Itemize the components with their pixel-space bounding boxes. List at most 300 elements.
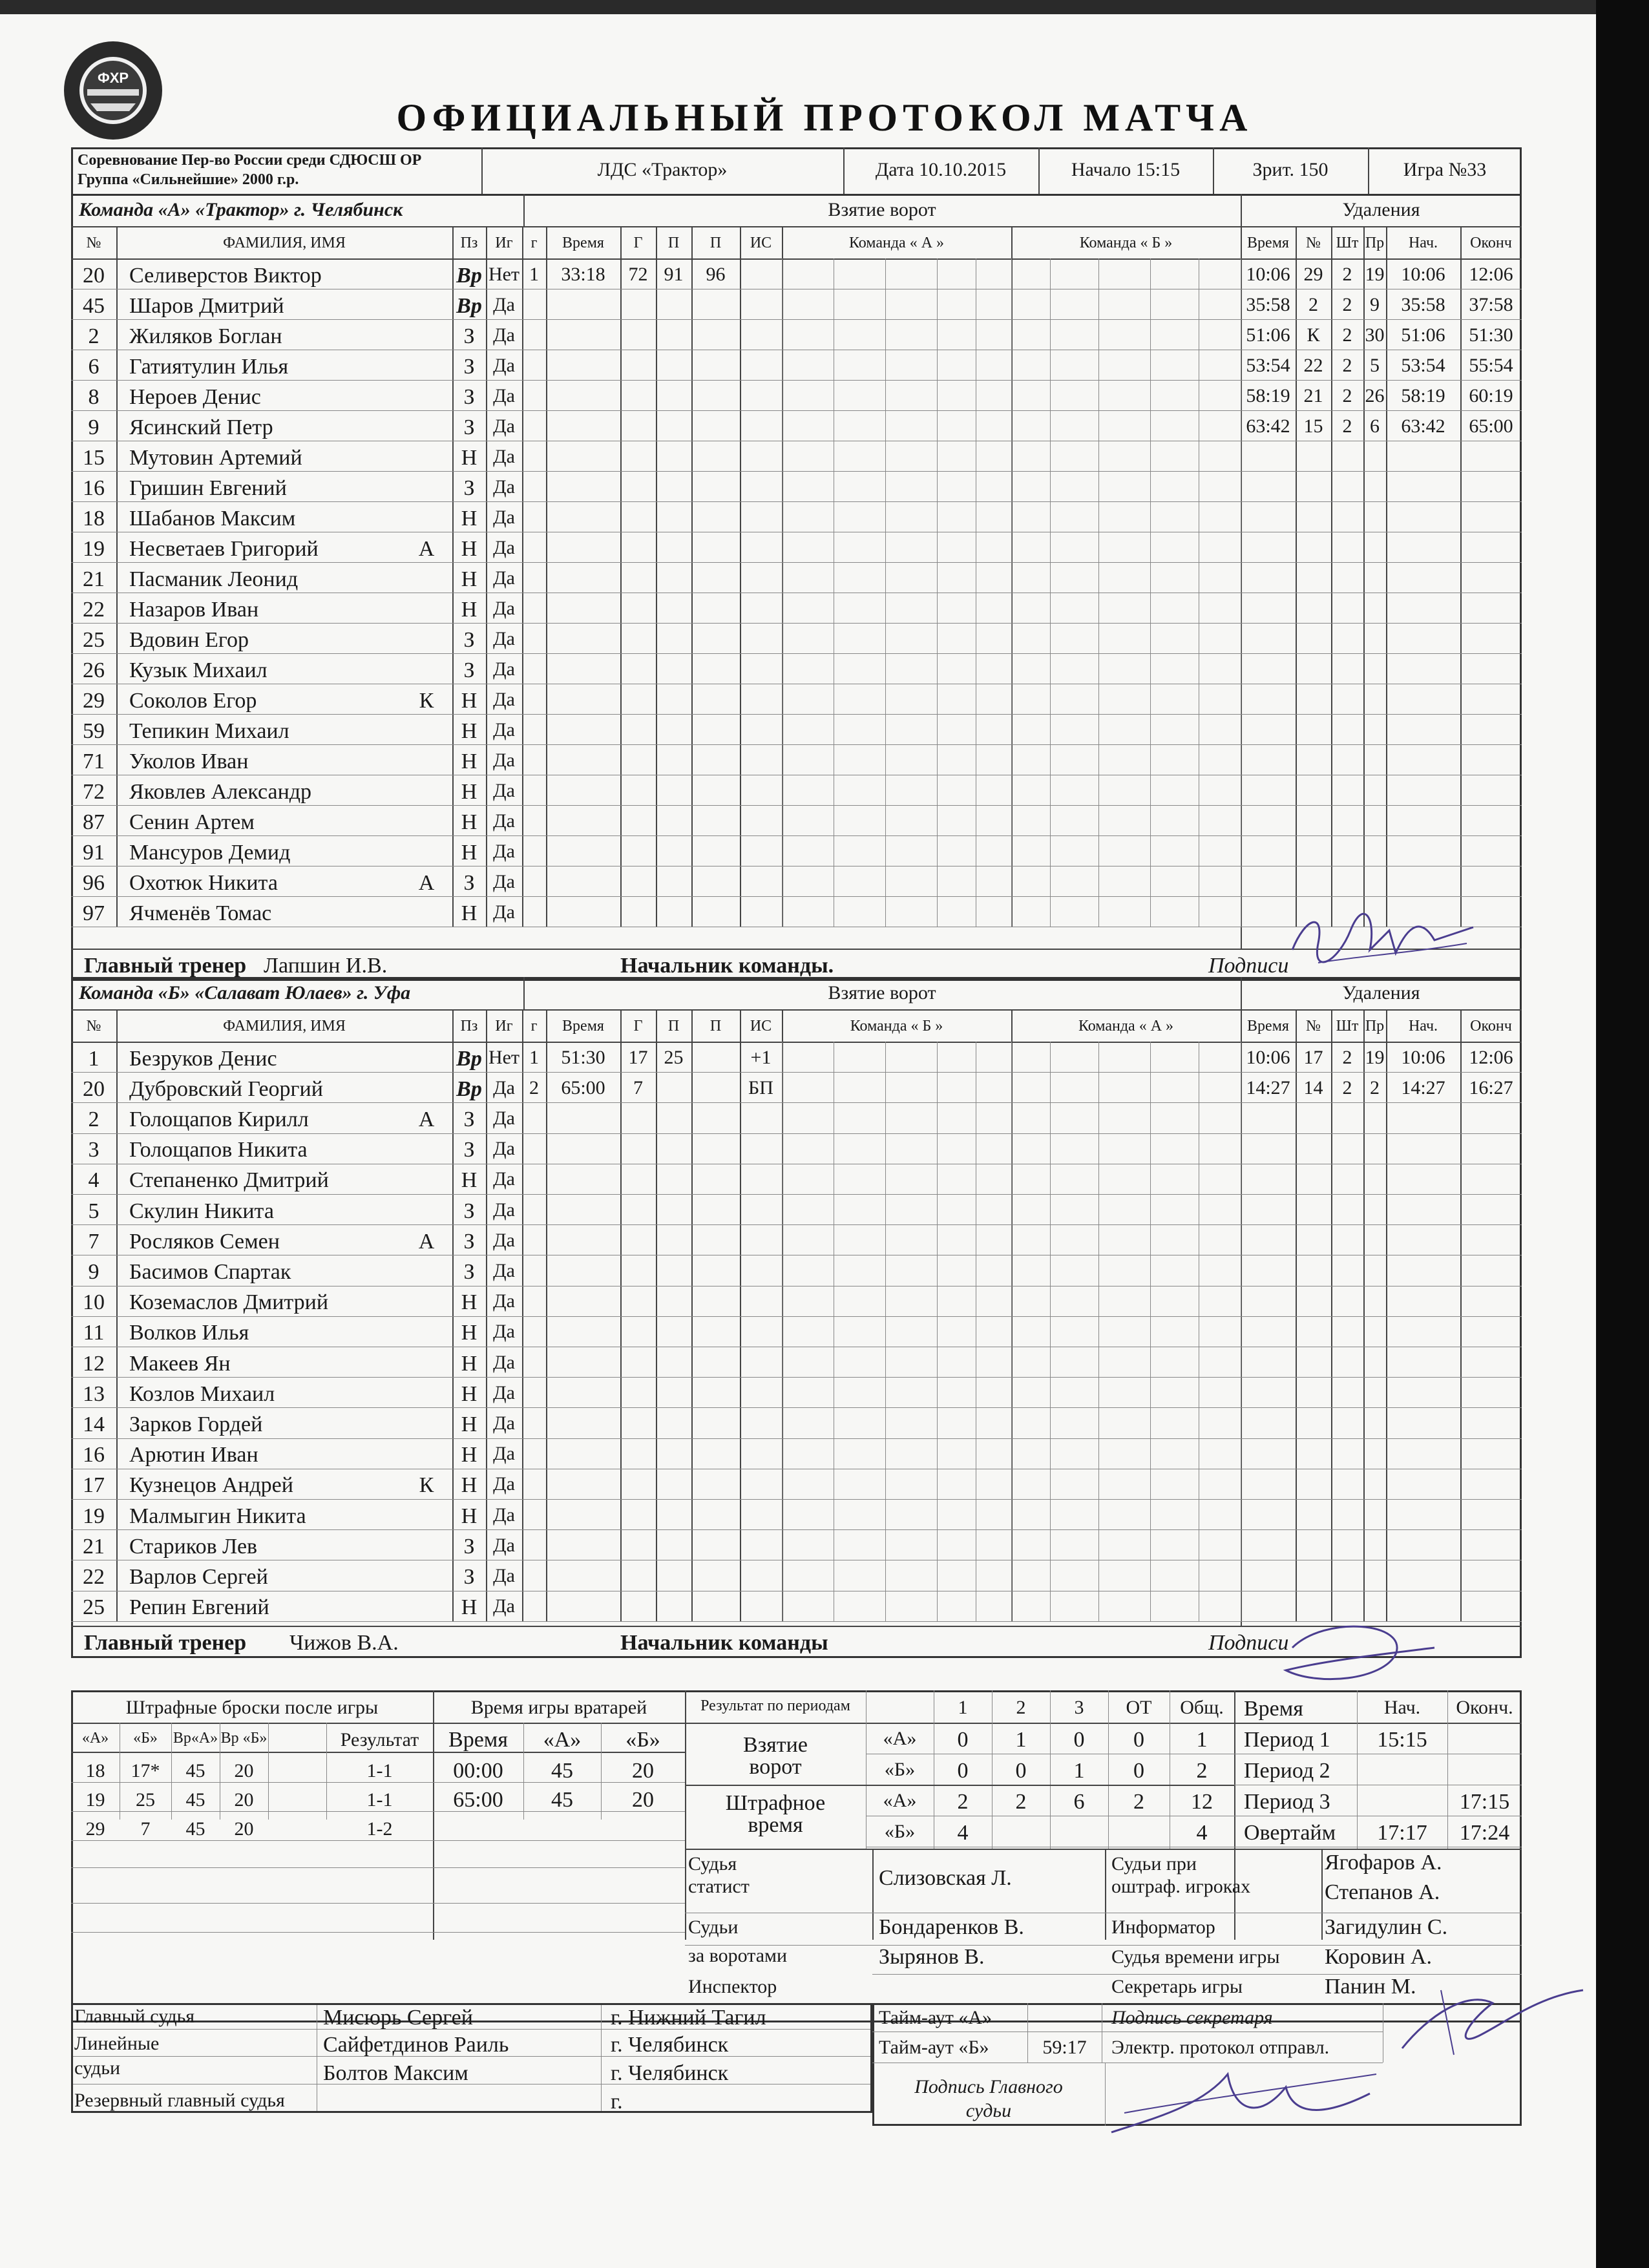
main-referee-signature-label: судьи <box>965 2100 1012 2121</box>
player-position: З <box>463 476 475 500</box>
period-team: «Б» <box>884 1759 916 1780</box>
period-col-header: 2 <box>1016 1697 1026 1718</box>
player-number: 8 <box>88 384 100 409</box>
player-position: Н <box>461 445 478 470</box>
player-name: Варлов Сергей <box>129 1565 268 1589</box>
penalty-end: 51:30 <box>1469 324 1513 346</box>
period-value: 0 <box>1133 1728 1144 1752</box>
period-value: 2 <box>1015 1790 1027 1814</box>
shootout-cell: 18 <box>85 1760 105 1781</box>
scan-edge-top <box>0 0 1649 14</box>
rule-h <box>71 1042 1522 1043</box>
player-name: Охотюк Никита <box>129 870 278 895</box>
column-header: ИС <box>750 235 772 251</box>
main-referee-label: Главный судья <box>74 2006 195 2027</box>
player-played: Да <box>493 1412 515 1434</box>
player-position: З <box>463 1534 475 1559</box>
head-coach-name: Лапшин И.В. <box>264 954 388 978</box>
shootout-cell: 45 <box>185 1789 205 1811</box>
player-number: 2 <box>88 324 100 348</box>
penalty-end: 12:06 <box>1469 263 1513 285</box>
player-played: Да <box>493 536 515 558</box>
penalty-start: 51:06 <box>1401 324 1445 346</box>
shootout-header: «А» <box>81 1730 109 1747</box>
penalties-header: Удаления <box>1342 199 1420 220</box>
penalties-header: Удаления <box>1342 982 1420 1003</box>
rule-v <box>740 226 741 927</box>
penalty-end: 60:19 <box>1469 384 1513 406</box>
signatures-label: Подписи <box>1208 954 1289 978</box>
player-name: Жиляков Боглан <box>129 324 282 348</box>
period-name: Овертайм <box>1244 1821 1336 1845</box>
column-header: Пр <box>1365 235 1385 251</box>
player-position: Вр <box>456 1076 482 1101</box>
penalty-box-label: оштраф. игроках <box>1111 1876 1251 1897</box>
player-number: 97 <box>83 901 105 925</box>
rule-h <box>71 380 1522 381</box>
penalty-box-judge: Ягофаров А. <box>1325 1851 1442 1874</box>
goal-scorer: 72 <box>628 263 648 285</box>
player-number: 16 <box>83 476 105 500</box>
player-played: Нет <box>488 263 520 285</box>
player-played: Да <box>493 1473 515 1495</box>
player-played: Да <box>493 1321 515 1343</box>
goal-judge: Зырянов В. <box>879 1945 985 1969</box>
player-name: Сенин Артем <box>129 810 255 834</box>
spectators: Зрит. 150 <box>1252 159 1329 180</box>
head-coach-label: Главный тренер <box>84 1631 247 1655</box>
goalie-time-cell: 00:00 <box>453 1759 503 1783</box>
column-header: № <box>1306 235 1321 251</box>
player-number: 16 <box>83 1443 105 1467</box>
judge-stat-label: статист <box>688 1876 750 1897</box>
rule-v <box>656 226 657 927</box>
game-number: Игра №33 <box>1403 159 1487 180</box>
player-played: Да <box>493 384 515 406</box>
player-number: 7 <box>88 1229 100 1254</box>
rule-h <box>71 805 1522 806</box>
column-header: № <box>1306 1018 1321 1034</box>
period-start: 17:17 <box>1377 1821 1427 1845</box>
player-position: Н <box>461 536 478 561</box>
player-name: Малмыгин Никита <box>129 1504 306 1528</box>
penalty-start: 63:42 <box>1401 415 1445 437</box>
column-header: Оконч <box>1470 235 1512 251</box>
rule-v <box>116 226 118 927</box>
player-number: 19 <box>83 1504 105 1528</box>
rule-h <box>71 744 1522 745</box>
rule-h <box>71 1133 1522 1134</box>
pim-label: Штрафное <box>725 1791 826 1815</box>
player-played: Да <box>493 1534 515 1556</box>
player-number: 17 <box>83 1473 105 1498</box>
penalty-code: 6 <box>1370 415 1380 437</box>
shootout-cell: 45 <box>185 1818 205 1840</box>
player-position: Н <box>461 1412 478 1436</box>
player-played: Да <box>493 1381 515 1403</box>
player-played: Да <box>493 749 515 771</box>
player-position: Н <box>461 1473 478 1498</box>
player-played: Да <box>493 354 515 376</box>
period-col-header: ОТ <box>1126 1697 1152 1718</box>
column-header: № <box>86 1018 101 1034</box>
penalty-start: 53:54 <box>1401 354 1445 376</box>
goal-judges-label: Судьи <box>688 1916 739 1938</box>
rule-v <box>1150 1042 1151 1621</box>
period-name: Период 2 <box>1244 1759 1330 1783</box>
player-position: З <box>463 1199 475 1223</box>
player-played: Да <box>493 1565 515 1586</box>
goalie-time-title: Время игры вратарей <box>470 1697 647 1718</box>
player-number: 45 <box>83 293 105 318</box>
shootout-cell: 20 <box>234 1760 254 1781</box>
shootout-cell: 7 <box>140 1818 151 1840</box>
penalty-time: 35:58 <box>1246 293 1290 315</box>
player-position: З <box>463 324 475 348</box>
rule-v <box>1105 1849 1106 1940</box>
team_a-title: Команда «А» «Трактор» г. Челябинск <box>79 199 403 220</box>
player-position: Н <box>461 749 478 773</box>
signature-main-referee <box>1098 2048 1383 2152</box>
team-chief-label: Начальник команды. <box>620 954 834 978</box>
rule-v <box>1368 147 1369 196</box>
column-header-first-team: Команда « А » <box>848 235 945 251</box>
player-number: 12 <box>83 1351 105 1376</box>
player-position: Вр <box>456 293 482 318</box>
player-position: Н <box>461 779 478 804</box>
signature-team-b <box>1266 1609 1447 1693</box>
goal-time: 33:18 <box>561 263 605 285</box>
player-position: Вр <box>456 263 482 288</box>
player-name: Степаненко Дмитрий <box>129 1168 329 1193</box>
captain-mark: А <box>418 536 435 561</box>
penalty-start: 14:27 <box>1401 1076 1445 1098</box>
rule-h <box>71 1932 685 1933</box>
player-position: Н <box>461 840 478 865</box>
shootout-header: Вр «Б» <box>220 1730 268 1747</box>
player-played: Да <box>493 658 515 680</box>
goals-label: ворот <box>749 1755 802 1779</box>
period-value: 2 <box>1196 1759 1208 1783</box>
player-played: Да <box>493 719 515 740</box>
judge-stat-label: Судья <box>688 1853 737 1874</box>
period-value: 4 <box>1196 1821 1208 1845</box>
player-number: 18 <box>83 506 105 530</box>
timeout-b-time: 59:17 <box>1042 2037 1087 2058</box>
period-col-header: Общ. <box>1180 1697 1224 1718</box>
penalty-box-judge: Степанов А. <box>1325 1880 1440 1904</box>
player-name: Пасманик Леонид <box>129 567 299 591</box>
column-header: П <box>709 235 722 251</box>
rule-v <box>522 226 523 927</box>
period-end: 17:15 <box>1459 1790 1510 1814</box>
goalie-time-cell: 45 <box>551 1788 573 1812</box>
player-number: 10 <box>83 1290 105 1315</box>
shootout-cell: 1-1 <box>366 1789 393 1811</box>
player-name: Басимов Спартак <box>129 1260 291 1284</box>
rule-h <box>71 410 1522 411</box>
rule-h <box>71 896 1522 897</box>
period-value: 0 <box>957 1728 969 1752</box>
rule-v <box>937 1042 938 1621</box>
player-played: Да <box>493 810 515 832</box>
shootout-cell: 25 <box>136 1789 155 1811</box>
rule-h <box>71 1752 433 1753</box>
rule-h <box>71 1438 1522 1439</box>
penalty-end: 55:54 <box>1469 354 1513 376</box>
period-value: 1 <box>1015 1728 1027 1752</box>
timekeeper-label: Судья времени игры <box>1111 1946 1280 1968</box>
player-name: Шаров Дмитрий <box>129 293 284 318</box>
player-name: Кузнецов Андрей <box>129 1473 293 1498</box>
column-header: г <box>530 235 538 251</box>
period-value: 2 <box>1133 1790 1144 1814</box>
penalty-code: 19 <box>1365 1046 1385 1068</box>
player-position: З <box>463 384 475 409</box>
shootout-cell: 19 <box>85 1789 105 1811</box>
player-position: Н <box>461 1381 478 1406</box>
player-played: Да <box>493 901 515 923</box>
rule-v <box>620 226 622 927</box>
player-number: 4 <box>88 1168 100 1193</box>
goal-situation: +1 <box>750 1046 772 1068</box>
column-header: № <box>86 235 101 251</box>
period-team: «А» <box>883 1728 917 1749</box>
rule-h <box>71 623 1522 624</box>
rule-h <box>71 1499 1522 1500</box>
main-referee-city: г. Нижний Тагил <box>611 2006 766 2030</box>
penalty-start: 10:06 <box>1401 263 1445 285</box>
player-name: Голощапов Кирилл <box>129 1108 309 1131</box>
player-played: Да <box>493 870 515 892</box>
rule-h <box>71 835 1522 836</box>
player-number: 9 <box>88 415 100 439</box>
player-position: З <box>463 415 475 439</box>
goals-label: Взятие <box>743 1733 808 1757</box>
player-name: Кузык Михаил <box>129 658 268 682</box>
player-name: Гатиятулин Илья <box>129 354 289 379</box>
rule-h <box>71 1194 1522 1195</box>
rule-h <box>71 1840 685 1841</box>
column-header: Пз <box>460 1018 478 1034</box>
rule-h <box>71 501 1522 502</box>
player-played: Да <box>493 1290 515 1312</box>
rule-h <box>71 1811 685 1812</box>
player-number: 14 <box>83 1412 105 1436</box>
player-played: Да <box>493 1168 515 1190</box>
player-position: З <box>463 1260 475 1284</box>
goal-number: 2 <box>529 1076 539 1098</box>
player-played: Да <box>493 293 515 315</box>
penalty-player: 14 <box>1303 1076 1323 1098</box>
goalie-time-header: «Б» <box>625 1728 660 1752</box>
goal-situation: БП <box>748 1076 773 1098</box>
penalty-start: 35:58 <box>1401 293 1445 315</box>
judge-stat-name: Слизовская Л. <box>879 1866 1012 1890</box>
player-played: Да <box>493 1229 515 1251</box>
rule-h <box>685 1785 1234 1786</box>
main-referee-signature-label: Подпись Главного <box>914 2076 1063 2097</box>
penalty-code: 2 <box>1370 1076 1380 1098</box>
player-name: Несветаев Григорий <box>129 536 319 561</box>
player-name: Волков Илья <box>129 1321 249 1345</box>
player-number: 9 <box>88 1260 100 1284</box>
player-number: 87 <box>83 810 105 834</box>
goal-judge: Бондаренков В. <box>879 1915 1024 1939</box>
period-value: 6 <box>1073 1790 1085 1814</box>
column-header-first-team: Команда « Б » <box>850 1018 943 1034</box>
periods-title: Результат по периодам <box>700 1697 850 1714</box>
player-name: Уколов Иван <box>129 749 249 773</box>
player-number: 72 <box>83 779 105 804</box>
linesman-name: Сайфетдинов Раиль <box>323 2033 509 2057</box>
match-start: Начало 15:15 <box>1071 159 1181 180</box>
column-header-second-team: Команда « Б » <box>1079 235 1173 251</box>
player-name: Селиверстов Виктор <box>129 263 322 288</box>
column-header: Г <box>633 235 643 251</box>
column-header: Иг <box>495 235 513 251</box>
player-number: 22 <box>83 597 105 622</box>
shootout-cell: 20 <box>234 1818 254 1840</box>
column-header: ФАМИЛИЯ, ИМЯ <box>223 1018 346 1034</box>
player-name: Шабанов Максим <box>129 506 296 530</box>
player-number: 3 <box>88 1138 100 1162</box>
player-number: 11 <box>83 1321 105 1345</box>
column-header: Шт <box>1336 1018 1359 1034</box>
penalty-minutes: 2 <box>1342 1076 1352 1098</box>
penalty-player: К <box>1307 324 1320 346</box>
rule-h <box>71 714 1522 715</box>
player-played: Да <box>493 476 515 498</box>
rule-h <box>433 1752 685 1753</box>
captain-mark: К <box>419 688 434 713</box>
player-number: 13 <box>83 1381 105 1406</box>
rule-h <box>71 1529 1522 1530</box>
column-header: ФАМИЛИЯ, ИМЯ <box>223 235 346 251</box>
rule-h <box>685 1849 1522 1850</box>
shootout-cell: 45 <box>185 1760 205 1781</box>
player-played: Да <box>493 840 515 862</box>
inspector-label: Инспектор <box>688 1976 777 1997</box>
column-header: Время <box>1247 1018 1289 1034</box>
secretary-signature-label: Подпись секретаря <box>1111 2007 1273 2028</box>
player-played: Да <box>493 415 515 437</box>
period-end: 17:24 <box>1459 1821 1510 1845</box>
penalty-player: 22 <box>1303 354 1323 376</box>
goal-assist-1: 25 <box>664 1046 684 1068</box>
rule-h <box>71 471 1522 472</box>
penalty-time: 58:19 <box>1246 384 1290 406</box>
rule-v <box>872 1849 874 1940</box>
period-team: «А» <box>883 1790 917 1811</box>
period-col-header: 1 <box>958 1697 968 1718</box>
player-number: 1 <box>88 1046 100 1071</box>
penalty-start: 58:19 <box>1401 384 1445 406</box>
goalie-time-header: «А» <box>543 1728 582 1752</box>
player-number: 25 <box>83 627 105 652</box>
player-number: 59 <box>83 719 105 743</box>
player-name: Вдовин Егор <box>129 627 249 652</box>
player-name: Голощапов Никита <box>129 1138 308 1162</box>
penalty-minutes: 2 <box>1342 1046 1352 1068</box>
player-position: Н <box>461 719 478 743</box>
goalie-time-header: Время <box>448 1728 508 1752</box>
penalty-minutes: 2 <box>1342 263 1352 285</box>
player-number: 25 <box>83 1595 105 1620</box>
player-position: Н <box>461 688 478 713</box>
penalty-minutes: 2 <box>1342 354 1352 376</box>
linesman-city: г. Челябинск <box>611 2033 729 2057</box>
player-number: 22 <box>83 1565 105 1589</box>
column-header: Шт <box>1336 235 1359 251</box>
player-position: Н <box>461 810 478 834</box>
player-played: Да <box>493 324 515 346</box>
pim-label: время <box>748 1813 803 1837</box>
penalty-code: 26 <box>1365 384 1385 406</box>
player-number: 20 <box>83 263 105 288</box>
goal-time: 65:00 <box>561 1076 605 1098</box>
player-number: 71 <box>83 749 105 773</box>
captain-mark: К <box>419 1473 434 1498</box>
player-position: З <box>463 1229 475 1254</box>
rule-h <box>433 1723 685 1724</box>
rule-h <box>71 1723 433 1724</box>
player-position: Вр <box>456 1046 482 1071</box>
player-played: Да <box>493 627 515 649</box>
player-position: З <box>463 658 475 682</box>
player-played: Да <box>493 688 515 710</box>
player-position: Н <box>461 1321 478 1345</box>
player-position: Н <box>461 597 478 622</box>
player-number: 21 <box>83 567 105 591</box>
rule-v <box>1050 1042 1051 1621</box>
goal-scorer: 7 <box>633 1076 643 1098</box>
column-header: Нач. <box>1408 235 1438 251</box>
rule-h <box>872 1974 1522 1975</box>
player-name: Росляков Семен <box>129 1229 280 1254</box>
rule-h <box>71 1316 1522 1317</box>
player-name: Назаров Иван <box>129 597 259 622</box>
player-played: Да <box>493 1595 515 1617</box>
period-value: 0 <box>1015 1759 1027 1783</box>
timekeeper-name: Коровин А. <box>1325 1945 1432 1969</box>
player-name: Коземаслов Дмитрий <box>129 1290 329 1315</box>
column-header: Пз <box>460 235 478 251</box>
player-name: Мансуров Демид <box>129 840 291 865</box>
player-position: Н <box>461 506 478 530</box>
period-time-header: Время <box>1244 1697 1303 1721</box>
period-name: Период 3 <box>1244 1790 1330 1814</box>
penalty-minutes: 2 <box>1342 415 1352 437</box>
player-played: Да <box>493 597 515 619</box>
column-header: П <box>667 235 680 251</box>
competition-name: Соревнование Пер-во России среди СДЮСШ ОР <box>78 152 422 169</box>
referees-box <box>71 2003 872 2113</box>
player-played: Да <box>493 567 515 589</box>
penalty-player: 2 <box>1308 293 1318 315</box>
player-number: 19 <box>83 536 105 561</box>
period-value: 1 <box>1073 1759 1085 1783</box>
period-name: Период 1 <box>1244 1728 1330 1752</box>
penalty-minutes: 2 <box>1342 293 1352 315</box>
player-number: 26 <box>83 658 105 682</box>
penalty-time: 10:06 <box>1246 1046 1290 1068</box>
period-team: «Б» <box>884 1821 916 1842</box>
penalty-start: 10:06 <box>1401 1046 1445 1068</box>
player-name: Скулин Никита <box>129 1199 274 1223</box>
linesmen-label: Линейные <box>74 2033 160 2054</box>
rule-h <box>685 1723 1522 1724</box>
